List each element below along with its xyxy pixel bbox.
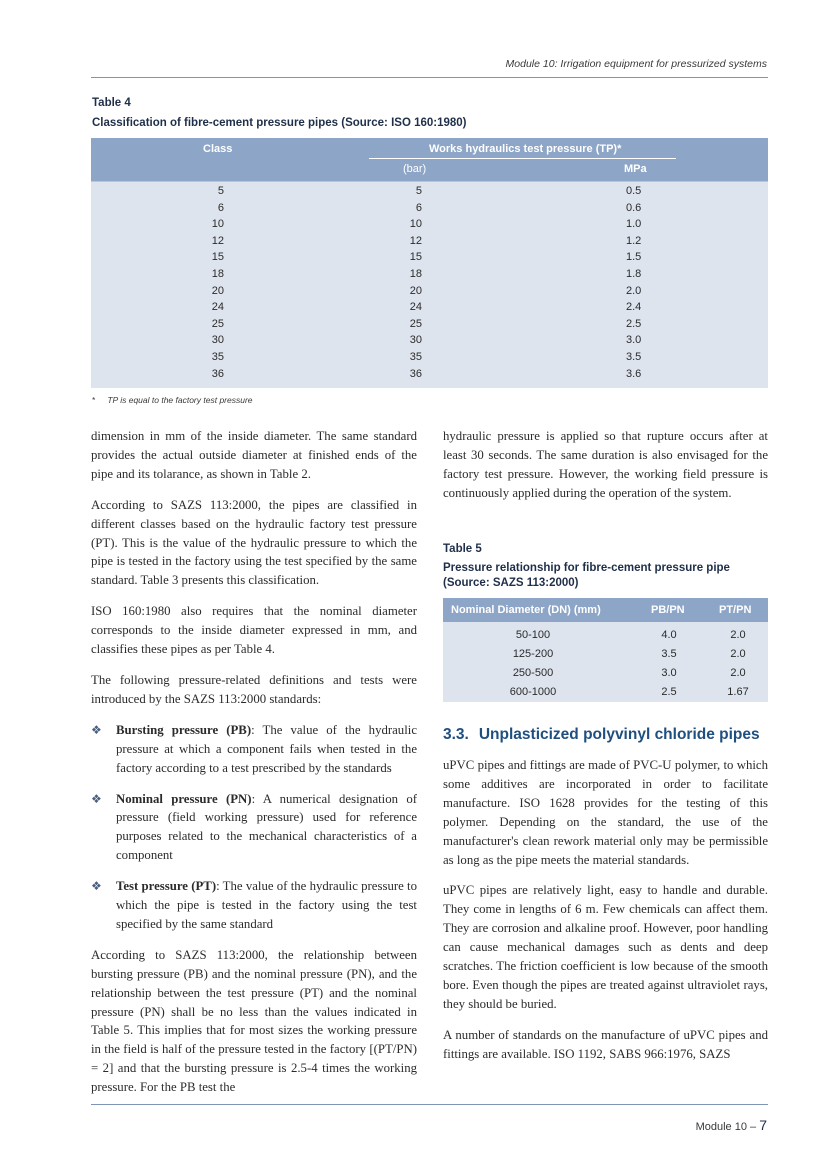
- section-heading: [443, 726, 760, 744]
- table4: [91, 138, 768, 388]
- footnote-mark: *: [92, 395, 96, 405]
- table-row: [443, 646, 768, 665]
- table-row: [91, 367, 768, 384]
- table-row: [91, 267, 768, 284]
- page-number: 7: [759, 1117, 767, 1133]
- table-cell: 4.0: [661, 629, 677, 641]
- diamond-bullet-icon: ❖: [91, 879, 102, 894]
- table5-col-ptpn: PT/PN: [719, 604, 752, 616]
- table-cell: 15: [409, 251, 422, 264]
- table-row: [443, 684, 768, 703]
- definition-text: : A numerical designation of pressure (field working pressure) used for reference purposes related to the mechanical characteristics of a component: [116, 791, 417, 863]
- paragraph: dimension in mm of the inside diameter. The same standard provides the actual outside diameter at finished ends of the pipe and its tolarance, as shown in Table 2.: [91, 429, 417, 481]
- paragraph: uPVC pipes and fittings are made of PVC-U polymer, to which some additives are incorporated in order to facilitate manufacture. ISO 1628 provides for the testing of this polymer. Depending on the standard, the use of the manufacturer's clean rework material only may be permissible as long as the pipe meets the material standards.: [443, 758, 768, 867]
- table-row: [91, 184, 768, 201]
- table4-separator: [91, 181, 768, 182]
- list-item: [91, 790, 417, 866]
- table-cell: 125-200: [512, 648, 554, 660]
- definition-term: Nominal pressure (PN): [116, 791, 252, 806]
- table-cell: 50-100: [515, 629, 551, 641]
- table-cell: 1.8: [626, 267, 642, 280]
- table-row: [91, 350, 768, 367]
- table-row: [443, 665, 768, 684]
- table-cell: 36: [409, 367, 422, 380]
- table-cell: 35: [409, 350, 422, 363]
- table-cell: 35: [211, 350, 224, 363]
- table-cell: 2.0: [730, 667, 746, 679]
- table-row: [443, 627, 768, 646]
- paragraph: hydraulic pressure is applied so that rupture occurs after at least 30 seconds. The same duration is also envisaged for the factory test pressure. However, the working field pressure is continuously applied during the operation of the system.: [443, 429, 768, 500]
- definition-term: Test pressure (PT): [116, 879, 217, 894]
- table-cell: 5: [217, 185, 224, 197]
- table-cell: 6: [217, 201, 224, 214]
- table-cell: 3.6: [626, 367, 642, 380]
- table-row: [91, 300, 768, 317]
- table-cell: 18: [211, 267, 224, 280]
- diamond-bullet-icon: ❖: [91, 791, 102, 806]
- table-cell: 24: [211, 301, 224, 314]
- paragraph: ISO 160:1980 also requires that the nominal diameter corresponds to the inside diameter expressed in mm, and classifies these pipes as per Table 4.: [91, 604, 417, 657]
- table-cell: 24: [409, 301, 422, 314]
- paragraph: The following pressure-related definitions and tests were introduced by the SAZS 113:2000 standards:: [91, 672, 417, 706]
- section-number: 3.3.: [443, 726, 469, 743]
- table4-sub-bar: (bar): [403, 163, 427, 175]
- table-cell: 600-1000: [509, 686, 557, 698]
- table-cell: 15: [211, 251, 224, 264]
- table-row: [91, 250, 768, 267]
- table-cell: 36: [211, 367, 224, 380]
- table-cell: 3.0: [626, 334, 642, 347]
- footer-label: Module 10 –: [695, 1121, 757, 1133]
- table-cell: 2.0: [626, 284, 642, 297]
- table5-number: Table 5: [443, 543, 482, 555]
- table-cell: 20: [211, 284, 224, 297]
- paragraph: A number of standards on the manufacture of uPVC pipes and fittings are available. ISO 1192, SABS 966:1976, SAZS: [443, 1027, 768, 1061]
- table-row: [91, 201, 768, 218]
- table-cell: 2.5: [661, 686, 677, 698]
- table4-sub-mpa: MPa: [624, 163, 647, 175]
- table4-title: Classification of fibre-cement pressure pipes (Source: ISO 160:1980): [92, 117, 467, 129]
- table-cell: 25: [409, 317, 422, 330]
- table-row: [91, 333, 768, 350]
- header-rule: [91, 77, 768, 78]
- definition-term: Bursting pressure (PB): [116, 722, 252, 737]
- table4-body: [91, 184, 768, 383]
- table-cell: 6: [415, 201, 422, 214]
- table-cell: 1.2: [626, 234, 642, 247]
- table-cell: 250-500: [512, 667, 554, 679]
- table-cell: 2.5: [626, 317, 642, 330]
- paragraph: According to SAZS 113:2000, the pipes are classified in different classes based on the hydraulic factory test pressure (PT). This is the value of the hydraulic pressure to which the pipe is tested in the factory using the test specified by the same standard. Table 3 presents this classification.: [91, 497, 417, 588]
- table-cell: 1.67: [727, 686, 749, 698]
- table5-header: [443, 598, 768, 622]
- table-cell: 30: [211, 334, 224, 347]
- table-cell: 1.0: [626, 218, 642, 231]
- table4-col-class: Class: [203, 143, 233, 155]
- running-header: Module 10: Irrigation equipment for pressurized systems: [505, 58, 767, 70]
- table4-group-rule: [369, 158, 676, 159]
- definitions-list: [91, 721, 417, 934]
- diamond-bullet-icon: ❖: [91, 722, 102, 737]
- right-column-top: [443, 427, 768, 515]
- section-title: Unplasticized polyvinyl chloride pipes: [478, 726, 760, 743]
- left-column: [91, 427, 417, 1109]
- table-cell: 12: [211, 234, 224, 247]
- table-cell: 1.5: [626, 251, 642, 264]
- table-cell: 0.6: [626, 201, 642, 214]
- right-column-bottom: [443, 756, 768, 1076]
- definition-text: : The value of the hydraulic pressure to which the pipe is tested in the factory using the test specified by the same standard: [116, 879, 417, 931]
- table-cell: 2.0: [730, 648, 746, 660]
- paragraph: According to SAZS 113:2000, the relationship between bursting pressure (PB) and the nominal pressure (PN), and the relationship between the test pressure (PT) and the nominal pressure (PN) shall be no less than the values indicated in Table 5. This implies that for most sizes the working pressure in the field is half of the pressure tested in the factory [(PT/PN) = 2] and that the bursting pressure is 2.5-4 times the working pressure. For the PB test the: [91, 947, 417, 1095]
- table-row: [91, 234, 768, 251]
- table-cell: 10: [409, 218, 422, 231]
- footer-rule: [91, 1104, 768, 1105]
- table-cell: 25: [211, 317, 224, 330]
- table-cell: 12: [409, 234, 422, 247]
- table-row: [91, 217, 768, 234]
- table-cell: 5: [415, 185, 422, 197]
- table-cell: 0.5: [626, 185, 642, 197]
- table-cell: 3.0: [661, 667, 677, 679]
- table-cell: 10: [211, 218, 224, 231]
- table4-header: [91, 138, 768, 181]
- table5-col-pbpn: PB/PN: [651, 604, 685, 616]
- footnote-text: TP is equal to the factory test pressure: [107, 395, 253, 405]
- list-item: [91, 721, 417, 778]
- table4-footnote: [92, 395, 253, 405]
- definition-text: : The value of the hydraulic pressure at which a component fails when tested in the factory according to a test prescribed by the standards: [116, 722, 417, 775]
- table-cell: 20: [409, 284, 422, 297]
- table4-col-group: Works hydraulics test pressure (TP)*: [429, 143, 622, 155]
- table-cell: 3.5: [661, 648, 677, 660]
- table-cell: 2.4: [626, 301, 642, 314]
- table4-number: Table 4: [92, 97, 131, 109]
- table-cell: 18: [409, 267, 422, 280]
- list-item: [91, 877, 417, 934]
- paragraph: uPVC pipes are relatively light, easy to handle and durable. They come in lengths of 6 m. Few chemicals can affect them. They are corrosion and alkaline proof. However, poor handling can cause mechanical damages such as dents and deep scratches. The friction coefficient is low because of the smooth bore. Even though the pipes are treated against ultraviolet rays, they should be buried.: [443, 883, 768, 1011]
- table-cell: 30: [409, 334, 422, 347]
- table-row: [91, 317, 768, 334]
- table-cell: 2.0: [730, 629, 746, 641]
- page-footer: [696, 1117, 767, 1133]
- table5-col-dn: Nominal Diameter (DN) (mm): [451, 604, 601, 616]
- table-row: [91, 284, 768, 301]
- table-cell: 3.5: [626, 350, 642, 363]
- table5-title: Pressure relationship for fibre-cement pressure pipe: [443, 562, 730, 574]
- table5-title-source: (Source: SAZS 113:2000): [443, 577, 579, 589]
- table5: [443, 598, 768, 702]
